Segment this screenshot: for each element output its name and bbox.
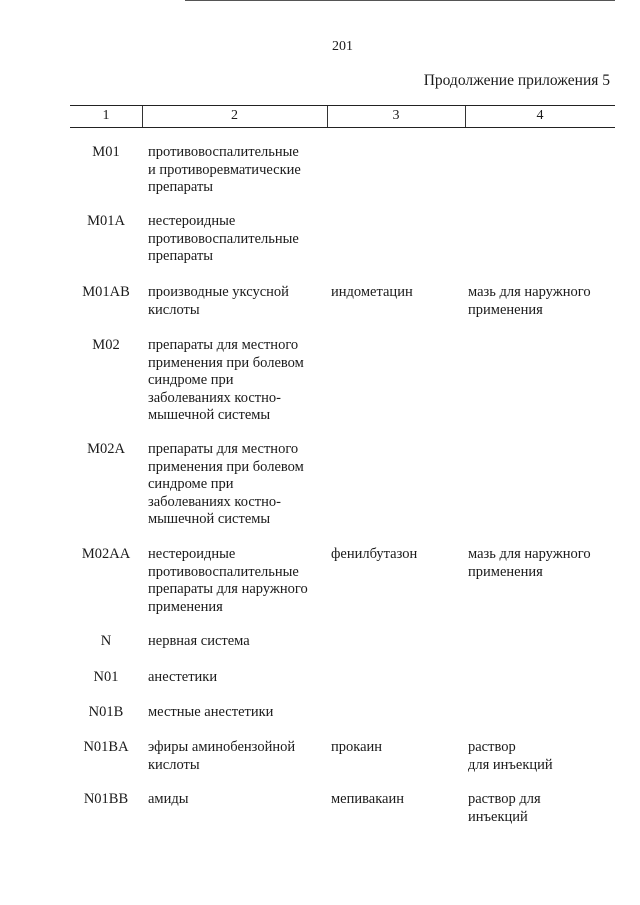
- atc-code: N01BA: [83, 739, 129, 755]
- dosage-form-line: применения: [468, 563, 543, 580]
- drug-name: [331, 284, 461, 302]
- dosage-form: [468, 739, 618, 774]
- group-name-line: кислоты: [148, 301, 200, 318]
- group-name: [148, 704, 328, 722]
- group-name: [148, 546, 328, 616]
- page-number: 201: [332, 39, 353, 54]
- header-col-4: 4: [536, 108, 544, 123]
- dosage-form-line: раствор для: [468, 791, 541, 807]
- atc-code: N: [100, 633, 112, 649]
- dosage-form-line: для инъекций: [468, 756, 553, 773]
- group-name-line: применения при болевом: [148, 458, 304, 475]
- dosage-form: [468, 791, 618, 826]
- atc-code: M02: [92, 337, 120, 353]
- atc-code: N01: [93, 669, 119, 685]
- continuation-note: Продолжение приложения 5: [423, 72, 610, 89]
- dosage-form-line: инъекций: [468, 808, 528, 825]
- group-name-line: мышечной системы: [148, 407, 271, 423]
- drug-name-line: мепивакаин: [331, 791, 405, 807]
- group-name: [148, 441, 328, 529]
- group-name: [148, 337, 328, 425]
- group-name-line: применения: [148, 598, 223, 615]
- top-rule: [185, 0, 615, 1]
- drug-name-line: индометацин: [331, 284, 413, 300]
- atc-code: M01: [92, 144, 120, 160]
- group-name: [148, 633, 328, 651]
- header-col-3: 3: [392, 108, 400, 123]
- group-name-line: и противоревматические: [148, 161, 301, 178]
- group-name-line: анестетики: [148, 669, 218, 685]
- dosage-form: [468, 284, 618, 319]
- group-name-line: препараты для наружного: [148, 581, 308, 597]
- group-name-line: препараты для местного: [148, 337, 299, 353]
- group-name-line: нестероидные: [148, 213, 236, 229]
- group-name-line: амиды: [148, 791, 189, 807]
- dosage-form-line: применения: [468, 301, 543, 318]
- group-name-line: нестероидные: [148, 546, 236, 562]
- group-name-line: заболеваниях костно-: [148, 389, 281, 406]
- group-name: [148, 791, 328, 809]
- group-name: [148, 739, 328, 774]
- drug-name-line: фенилбутазон: [331, 546, 418, 562]
- dosage-form-line: раствор: [468, 739, 516, 755]
- group-name-line: противовоспалительные: [148, 230, 299, 247]
- header-col-2: 2: [231, 108, 238, 123]
- table-header: [70, 105, 615, 128]
- group-name-line: нервная система: [148, 633, 250, 649]
- group-name-line: противовоспалительные: [148, 563, 299, 580]
- atc-code: M01A: [87, 213, 125, 229]
- group-name-line: производные уксусной: [148, 284, 289, 300]
- drug-name: [331, 546, 461, 564]
- group-name: [148, 213, 328, 266]
- dosage-form-line: мазь для наружного: [468, 546, 591, 562]
- atc-code: M01AB: [82, 284, 130, 300]
- group-name-line: мышечной системы: [148, 511, 271, 527]
- group-name-line: эфиры аминобензойной: [148, 739, 296, 755]
- group-name-line: кислоты: [148, 756, 200, 773]
- group-name-line: синдроме при: [148, 476, 234, 492]
- drug-name: [331, 739, 461, 757]
- dosage-form-line: мазь для наружного: [468, 284, 591, 300]
- group-name-line: синдроме при: [148, 372, 234, 388]
- group-name-line: препараты: [148, 179, 214, 195]
- group-name-line: заболеваниях костно-: [148, 493, 281, 510]
- group-name: [148, 144, 328, 197]
- atc-code: M02A: [87, 441, 125, 457]
- group-name-line: препараты для местного: [148, 441, 299, 457]
- atc-code: N01B: [88, 704, 124, 720]
- group-name: [148, 669, 328, 687]
- atc-code: M02AA: [81, 546, 131, 562]
- group-name-line: применения при болевом: [148, 354, 304, 371]
- drug-name-line: прокаин: [331, 739, 383, 755]
- group-name-line: местные анестетики: [148, 704, 274, 720]
- group-name: [148, 284, 328, 319]
- drug-name: [331, 791, 461, 809]
- atc-code: N01BB: [83, 791, 129, 807]
- group-name-line: противовоспалительные: [148, 144, 299, 160]
- header-col-1: 1: [102, 108, 110, 123]
- group-name-line: препараты: [148, 248, 214, 264]
- dosage-form: [468, 546, 618, 581]
